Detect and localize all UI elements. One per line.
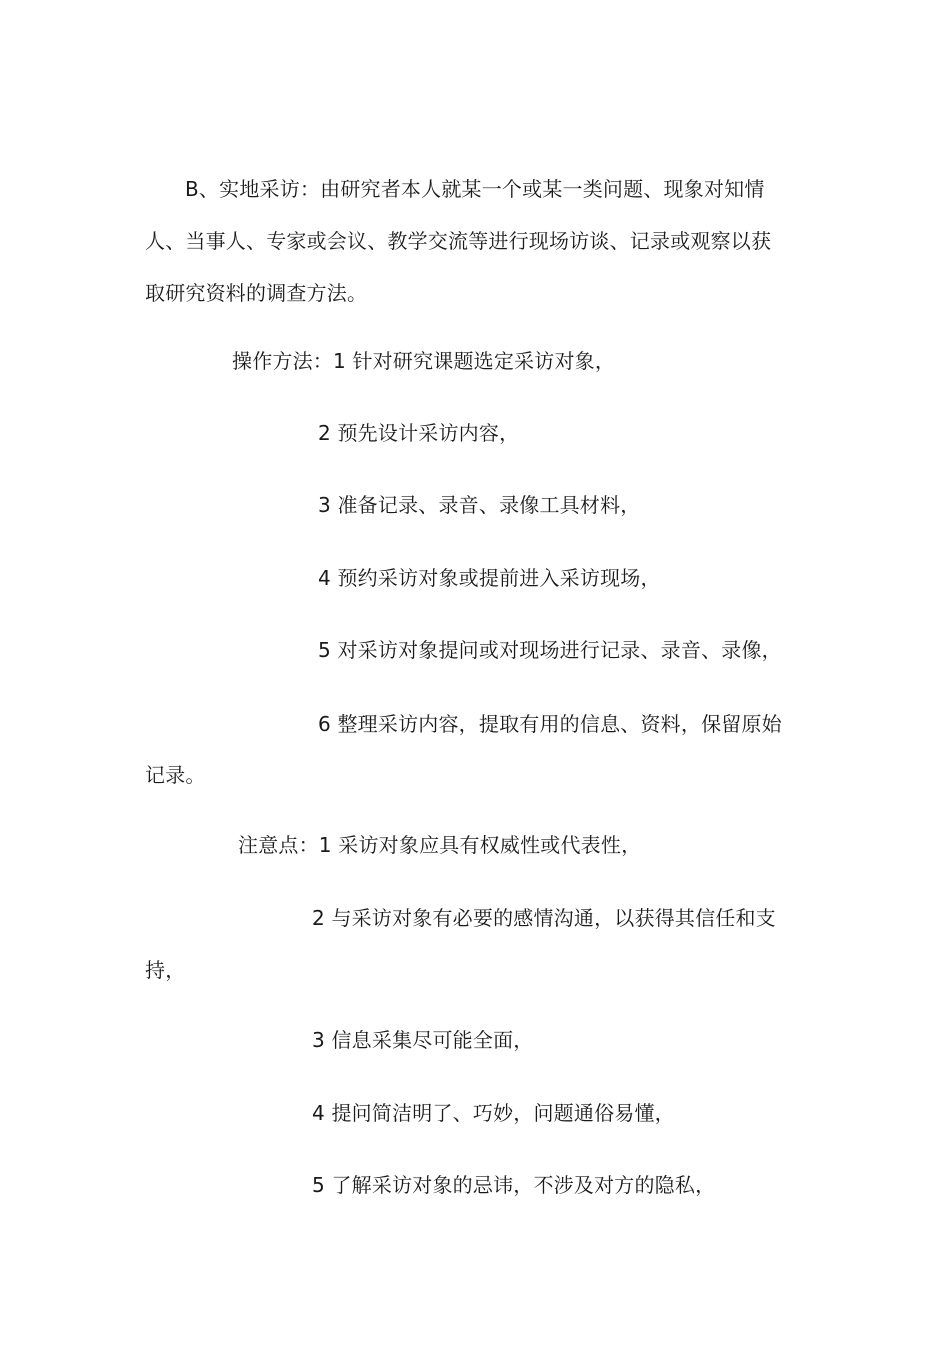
notes-point-2-continued: 持， [145,958,186,982]
operation-heading: 操作方法：1 针对研究课题选定采访对象， [232,349,616,373]
section-b-line-2: 人、当事人、专家或会议、教学交流等进行现场访谈、记录或观察以获 [145,229,772,253]
notes-point-4: 4 提问简洁明了、巧妙，问题通俗易懂， [312,1101,675,1125]
operation-step-6-continued: 记录。 [145,763,206,787]
operation-step-5: 5 对采访对象提问或对现场进行记录、录音、录像， [318,638,782,662]
operation-step-6: 6 整理采访内容，提取有用的信息、资料，保留原始 [318,712,782,736]
notes-point-2: 2 与采访对象有必要的感情沟通，以获得其信任和支 [312,906,776,930]
operation-step-2: 2 预先设计采访内容， [318,421,520,445]
section-b-line-1: B、实地采访：由研究者本人就某一个或某一类问题、现象对知情 [185,177,765,201]
section-b-line-3: 取研究资料的调查方法。 [145,281,368,305]
notes-heading: 注意点：1 采访对象应具有权威性或代表性， [238,833,642,857]
operation-step-3: 3 准备记录、录音、录像工具材料， [318,493,641,517]
section-b-paragraph [145,174,815,330]
operation-step-4: 4 预约采访对象或提前进入采访现场， [318,566,661,590]
notes-point-3: 3 信息采集尽可能全面， [312,1028,534,1052]
notes-point-5: 5 了解采访对象的忌讳，不涉及对方的隐私， [312,1173,716,1197]
